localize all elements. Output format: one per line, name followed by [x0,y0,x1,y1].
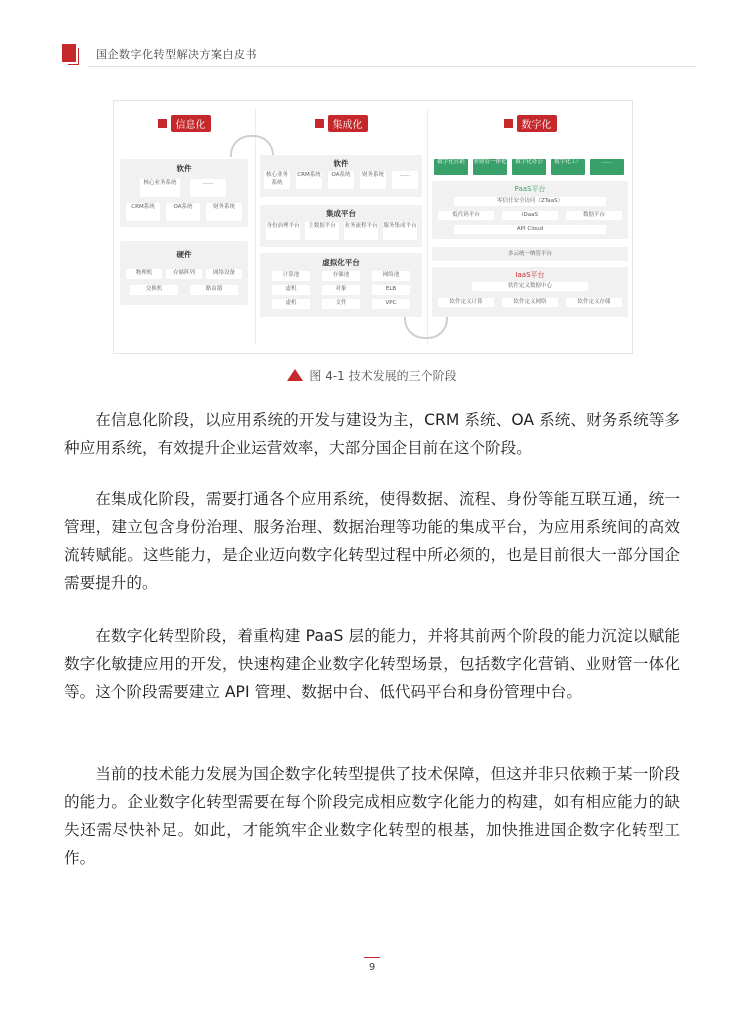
tech-stages-figure [113,100,633,354]
chip: 软件定义计算 [438,298,494,307]
chip: VPC [372,299,410,309]
paas-title: PaaS平台 [514,185,546,193]
chip: 存储阵列 [166,269,202,279]
chip: 交换机 [130,285,178,295]
chip: OA系统 [166,203,200,221]
paragraph-integration: 在集成化阶段，需要打通各个应用系统，使得数据、流程、身份等能互联互通，统一管理，建立包含身份治理、服务治理、数据治理等功能的集成平台，为应用系统间的高效流转赋能。这些能力，是企业迈向数字化转型过程中所必须的，也是目前很大一部分国企需要提升的。 [64,490,680,592]
chip: OA系统 [328,171,354,189]
chip: 数据平台 [566,211,622,220]
page-header [0,0,744,70]
chip: iDaaS [502,211,558,220]
stage3-label: 数字化 [517,115,557,132]
chip: 核心业务系统 [140,179,180,197]
triangle-icon [287,369,303,381]
chip: 服务集成平台 [383,222,417,240]
multicloud-label: 多云统一纳管平台 [507,251,552,257]
header-title: 国企数字化转型解决方案白皮书 [96,48,257,61]
stage2-virtual-box [260,253,422,317]
chip: CRM系统 [296,171,322,189]
chip: 物理机 [126,269,162,279]
chip: 主数据平台 [305,222,339,240]
chip: CRM系统 [126,203,160,221]
app-chip: 业财管一体化 [473,159,507,175]
multicloud-bar [432,247,628,261]
stage2-heading [256,115,426,132]
page-number-accent [364,957,380,958]
stage1-software-title: 软件 [176,164,192,173]
stage2-software-title: 软件 [333,159,349,168]
stage1-software-box [120,159,248,227]
chip: 软件定义网络 [502,298,558,307]
chip: 财务系统 [360,171,386,189]
chip: 低代码平台 [438,211,494,220]
iaas-title: IaaS平台 [515,271,545,279]
page-number: 9 [368,962,376,973]
paas-box [432,181,628,239]
stage1-hardware-box [120,241,248,305]
chip: 计算池 [272,271,310,281]
stage2-label: 集成化 [328,115,368,132]
logo-mark-icon [62,44,76,62]
chip: 身份治理平台 [266,222,300,240]
puzzle-icon [315,119,324,128]
app-chip: 数字化营销 [434,159,468,175]
chip: 对象 [322,285,360,295]
app-chip: 数字化办公 [512,159,546,175]
chip: 路由器 [190,285,238,295]
chip: …… [392,171,418,189]
figure-caption [0,367,744,384]
stage-digitalization [428,101,632,353]
stage1-label: 信息化 [171,115,211,132]
chip: 软件定义存储 [566,298,622,307]
figure-caption-text: 图 4-1 技术发展的三个阶段 [309,369,457,383]
dots-icon [158,119,167,128]
stage1-hardware-title: 硬件 [176,250,192,259]
paragraph-informatization: 在信息化阶段，以应用系统的开发与建设为主，CRM 系统、OA 系统、财务系统等多种应用系统，有效提升企业运营效率，大部分国企目前在这个阶段。 [64,411,680,457]
stage2-integration-title: 集成平台 [326,209,356,218]
chip: ELB [372,285,410,295]
header-divider [88,66,696,67]
chip: 网络设备 [206,269,242,279]
chip: 财务系统 [206,203,242,221]
iaas-box [432,267,628,317]
chip: 业务流程平台 [344,222,378,240]
stage-integration [256,101,426,353]
chip: 文件 [322,299,360,309]
chip: 零信任安全访问（ZTaaS） [454,197,606,206]
stage2-software-box [260,155,422,197]
layers-icon [504,119,513,128]
chip: 软件定义数据中心 [472,282,588,291]
chip: …… [190,179,226,197]
chip: 网络池 [372,271,410,281]
stage2-virtual-title: 虚拟化平台 [322,258,360,267]
stage-informatization [114,101,254,353]
stage2-integration-box [260,205,422,247]
paragraph-digital: 在数字化转型阶段，着重构建 PaaS 层的能力，并将其前两个阶段的能力沉淀以赋能数字化敏捷应用的开发，快速构建企业数字化转型场景，包括数字化营销、业财管一体化等。这个阶段需要建立 API 管理、数据中台、低代码平台和身份管理中台。 [64,627,680,701]
chip: 核心业务系统 [264,171,290,189]
stage1-heading [114,115,254,132]
stage3-heading [428,115,632,132]
chip: 存储池 [322,271,360,281]
app-chip: …… [590,159,624,175]
paragraph-current: 当前的技术能力发展为国企数字化转型提供了技术保障，但这并非只依赖于某一阶段的能力。企业数字化转型需要在每个阶段完成相应数字化能力的构建，如有相应能力的缺失还需尽快补足。如此，才能筑牢企业数字化转型的根基，加快推进国企数字化转型工作。 [64,765,680,867]
app-chip: 数字化工厂 [551,159,585,175]
chip: API Cloud [454,225,606,234]
chip: 虚机 [272,299,310,309]
chip: 虚机 [272,285,310,295]
